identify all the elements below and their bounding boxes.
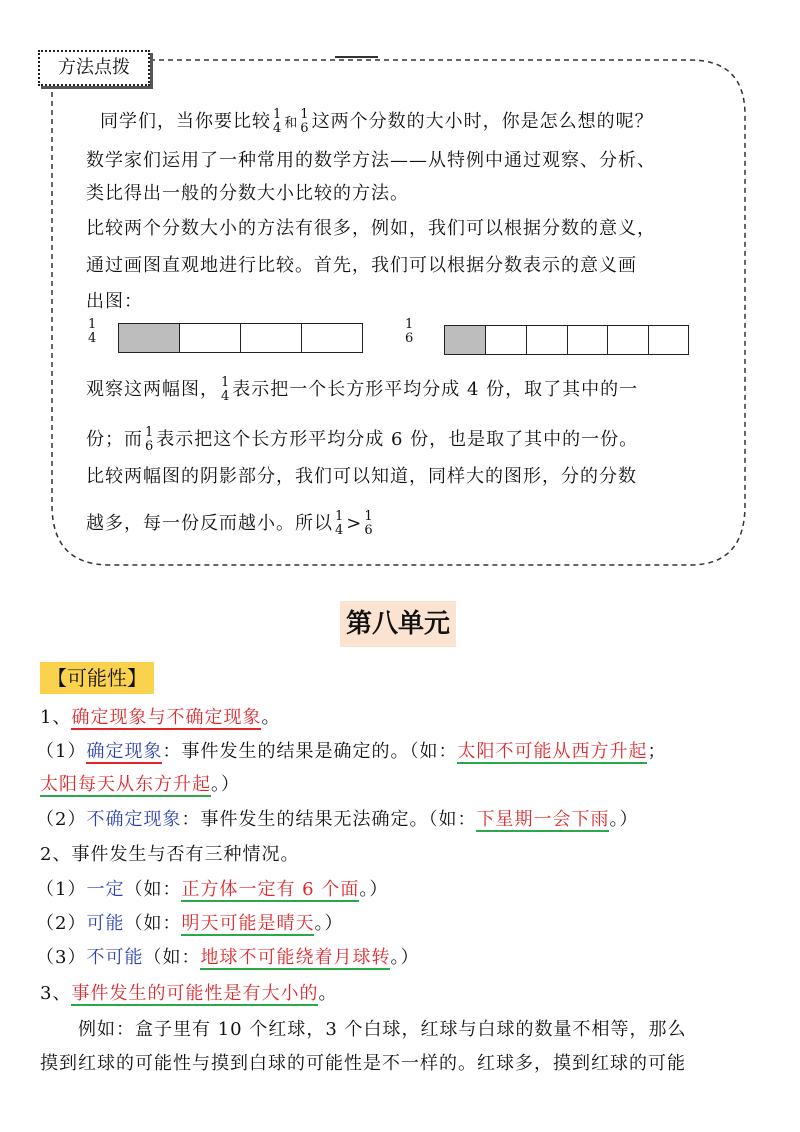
bar-sixth — [444, 325, 689, 355]
bar-quarter-cell — [241, 323, 302, 353]
bar-sixth-cell — [649, 325, 689, 355]
method-line-5: 通过画图直观地进行比较。首先，我们可以根据分数表示的意义画 — [86, 255, 637, 276]
method-line-3: 类比得出一般的分数大小比较的方法。 — [86, 183, 409, 204]
method-line-6: 出图： — [86, 291, 143, 312]
bar-quarter-cell — [180, 323, 241, 353]
conclusion-line: 越多，每一份反而越小。所以 1 4 > 1 6 — [86, 509, 374, 538]
item-2b: （2）可能（如：明天可能是晴天。） — [36, 913, 344, 934]
unit-title: 第八单元 — [340, 601, 456, 647]
bar-quarter-cell — [118, 323, 180, 353]
bar-quarter-cell — [302, 323, 363, 353]
item-2: 2、事件发生与否有三种情况。 — [40, 844, 300, 865]
example-line-2: 摸到红球的可能性与摸到白球的可能性是不一样的。红球多，摸到红球的可能 — [40, 1053, 686, 1074]
method-tag: 方法点拨 — [38, 50, 150, 86]
item-1a-cont: 太阳每天从东方升起。） — [40, 774, 240, 795]
intro-line: 同学们，当你要比较 1 4 和 1 6 这两个分数的大小时，你是怎么想的呢？ — [100, 107, 654, 136]
method-line-4: 比较两个分数大小的方法有很多，例如，我们可以根据分数的意义， — [86, 218, 656, 239]
item-1: 1、确定现象与不确定现象。 — [40, 707, 281, 728]
item-2c: （3）不可能（如：地球不可能绕着月球转。） — [36, 947, 420, 968]
bar-sixth-cell — [608, 325, 649, 355]
item-2a: （1）一定（如：正方体一定有 6 个面。） — [36, 879, 389, 900]
fraction-quarter: 1 4 — [273, 107, 283, 136]
fraction-quarter: 1 4 — [335, 509, 345, 538]
bar-sixth-cell — [527, 325, 568, 355]
bar-label-sixth: 1 6 — [405, 317, 414, 346]
item-1a: （1）确定现象：事件发生的结果是确定的。（如：太阳不可能从西方升起； — [36, 741, 667, 762]
bar-sixth-cell — [568, 325, 608, 355]
fraction-sixth: 1 6 — [300, 107, 310, 136]
bar-sixth-cell — [486, 325, 527, 355]
bar-quarter — [118, 323, 363, 353]
example-line-1: 例如：盒子里有 10 个红球，3 个白球，红球与白球的数量不相等，那么 — [78, 1019, 687, 1040]
method-line-2: 数学家们运用了一种常用的数学方法——从特例中通过观察、分析、 — [86, 150, 656, 171]
observe-line-2: 份；而 1 6 表示把这个长方形平均分成 6 份，也是取了其中的一份。 — [86, 425, 639, 454]
item-3: 3、事件发生的可能性是有大小的。 — [40, 983, 338, 1004]
fraction-quarter: 1 4 — [221, 375, 231, 404]
item-1b: （2）不确定现象：事件发生的结果无法确定。（如：下星期一会下雨。） — [36, 809, 639, 830]
fraction-sixth: 1 6 — [364, 509, 374, 538]
section-tag: 【可能性】 — [40, 662, 154, 694]
bar-sixth-cell — [444, 325, 486, 355]
observe-line-1: 观察这两幅图， 1 4 表示把一个长方形平均分成 4 份，取了其中的一 — [86, 375, 639, 404]
bar-label-quarter: 1 4 — [88, 317, 97, 346]
fraction-sixth: 1 6 — [145, 425, 155, 454]
compare-line: 比较两幅图的阴影部分，我们可以知道，同样大的图形，分的分数 — [86, 466, 637, 487]
